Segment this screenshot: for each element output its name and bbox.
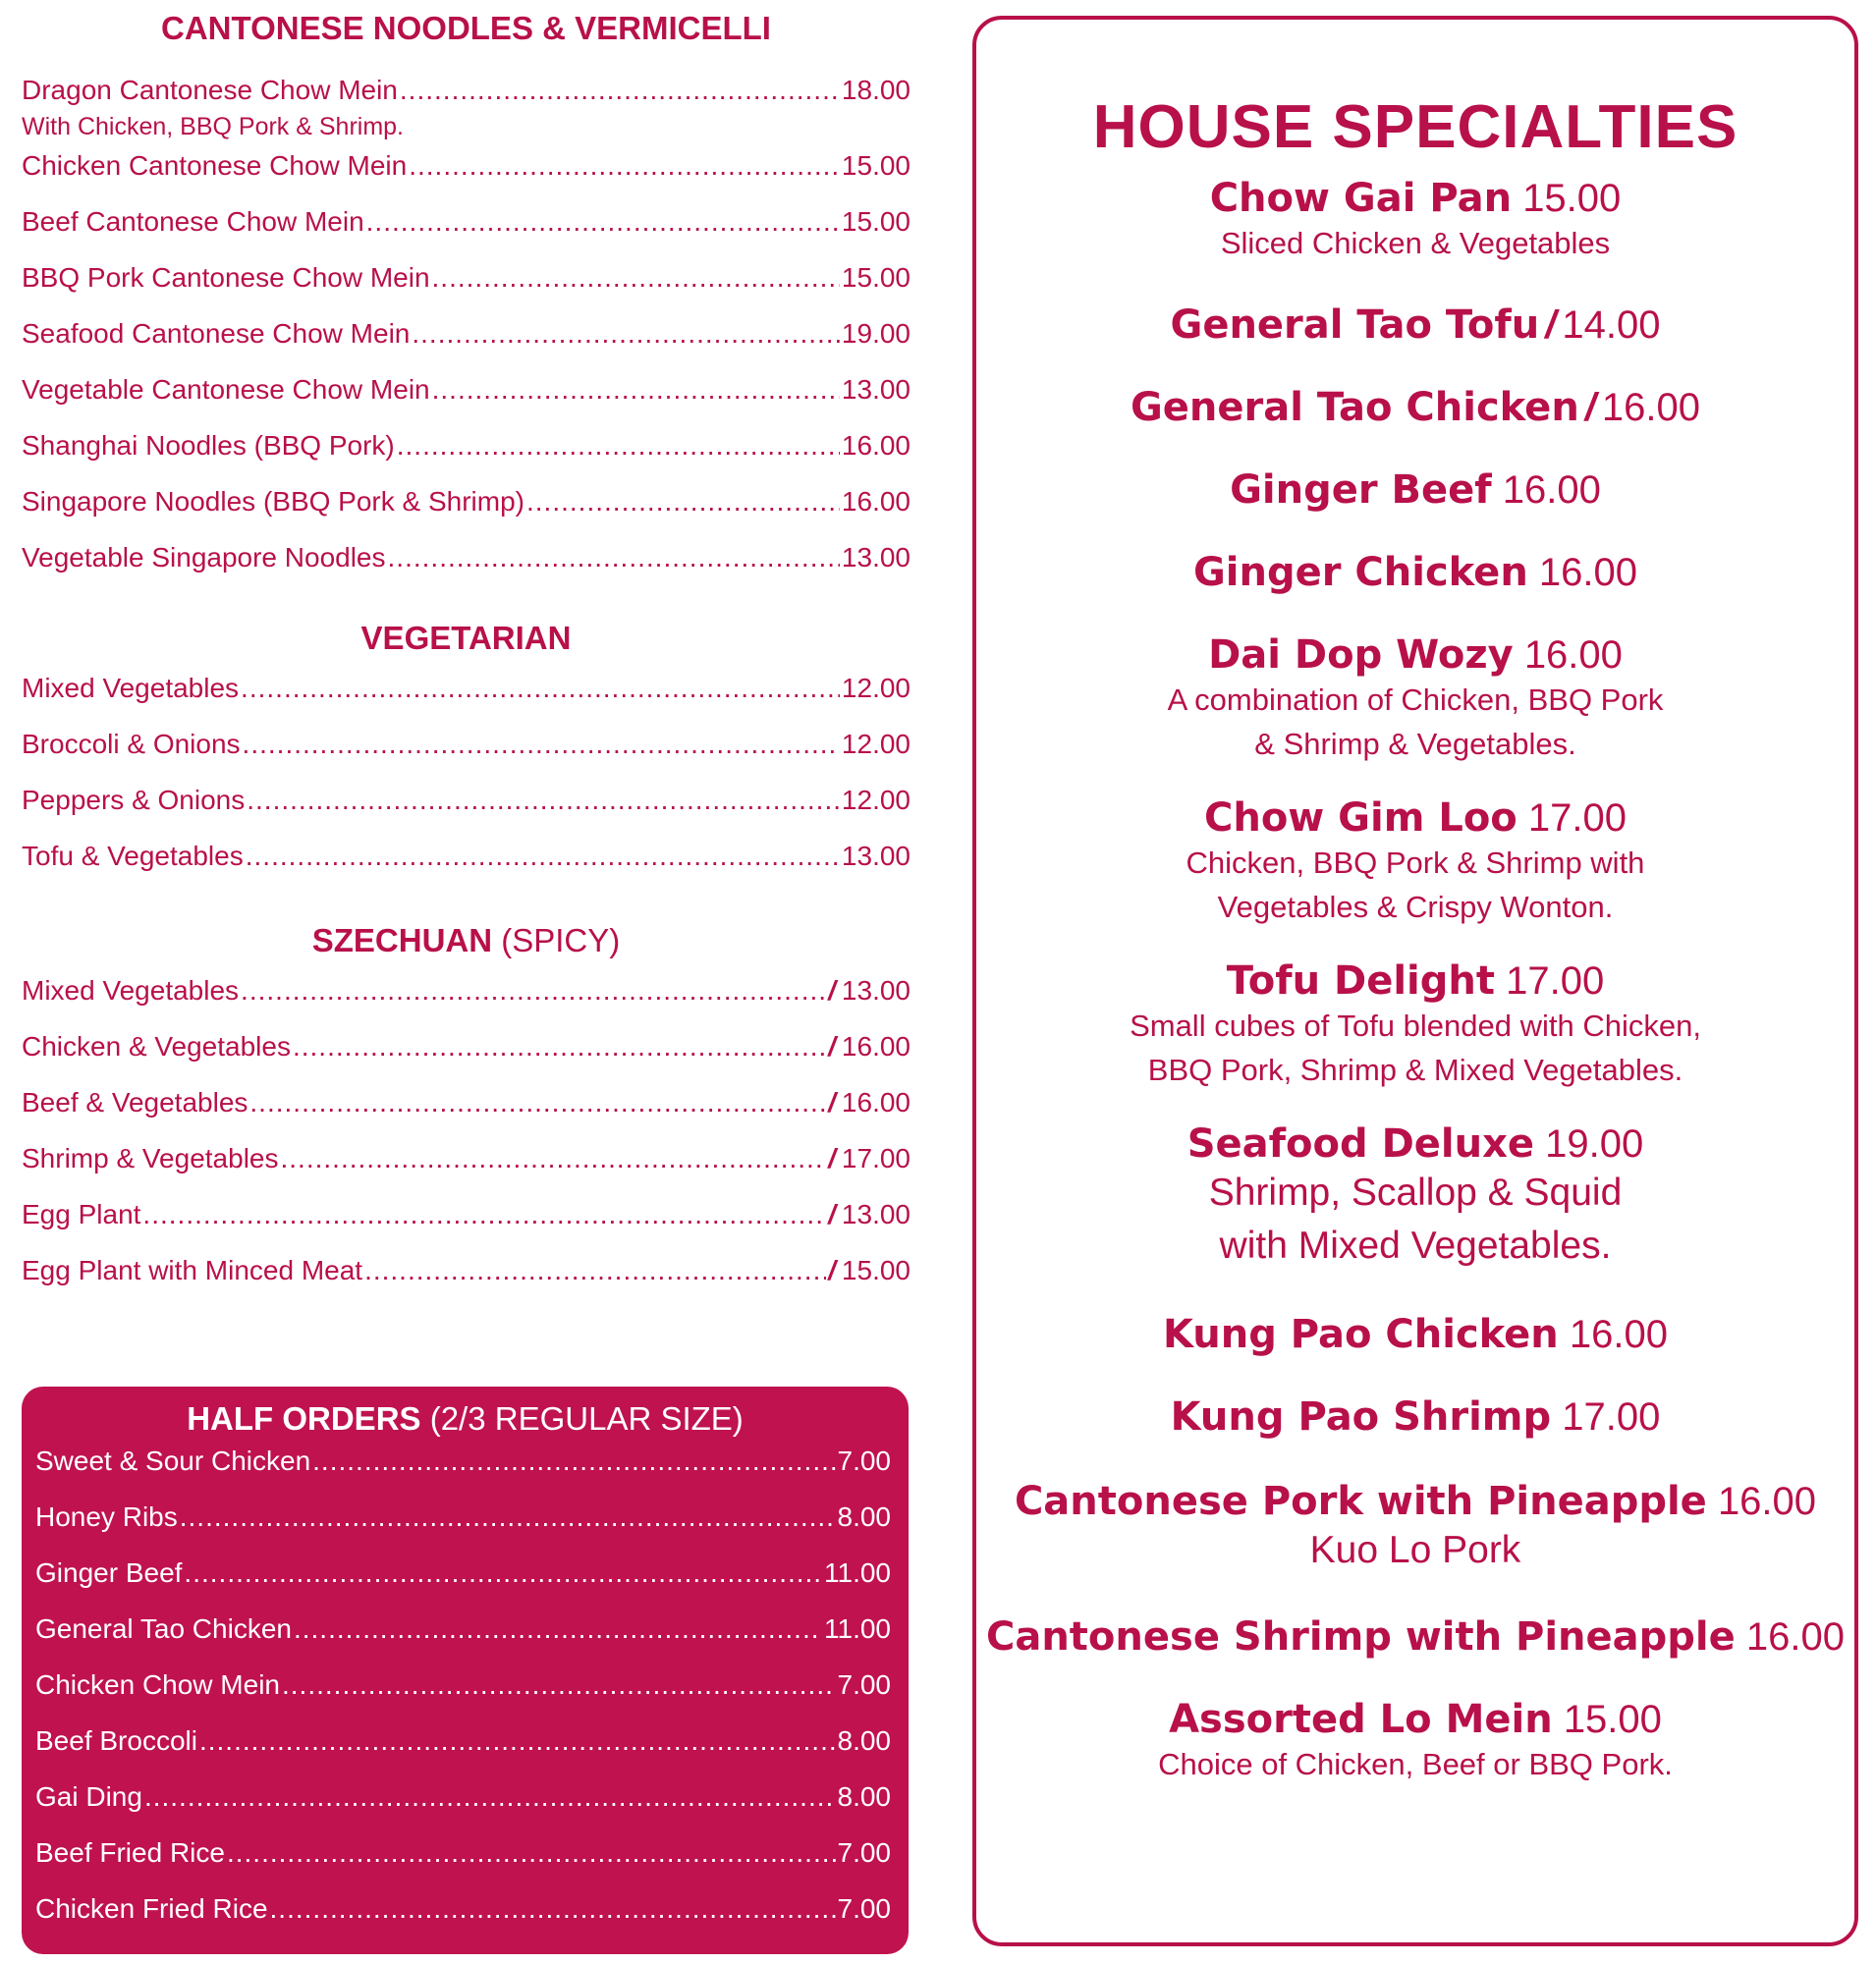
half-orders-box	[22, 1387, 909, 1954]
menu-item	[22, 1255, 910, 1311]
dot-leader	[281, 1143, 827, 1174]
specialty-heading	[976, 958, 1854, 1004]
specialty-item	[976, 1614, 1854, 1660]
half-orders-title-main: HALF ORDERS	[187, 1400, 421, 1437]
specialty-item	[976, 467, 1854, 513]
menu-item	[22, 729, 910, 785]
dot-leader	[312, 1446, 835, 1477]
menu-item-price: 12.00	[841, 729, 910, 759]
specialty-heading	[976, 632, 1854, 678]
menu-item-price: 15.00	[841, 262, 910, 293]
left-column	[22, 0, 910, 1311]
dot-leader	[270, 1893, 836, 1925]
dot-leader	[388, 542, 840, 573]
specialty-price: 16.00	[1538, 551, 1638, 594]
specialty-item	[976, 1121, 1854, 1273]
menu-item-price: 11.00	[824, 1557, 891, 1588]
menu-item	[35, 1613, 891, 1669]
specialty-price: 16.00	[1569, 1313, 1669, 1356]
vegetarian-list	[22, 673, 910, 897]
menu-item-price: 13.00	[841, 975, 910, 1006]
szechuan-title-main: SZECHUAN	[311, 922, 493, 958]
menu-item	[35, 1725, 891, 1781]
specialty-description: Small cubes of Tofu blended with Chicken,	[1130, 1009, 1701, 1043]
specialty-item	[976, 385, 1854, 430]
specialty-name: General Tao Tofu	[1170, 302, 1540, 348]
dot-leader	[184, 1557, 822, 1589]
specialty-heading	[976, 1394, 1854, 1440]
half-orders-title	[22, 1400, 909, 1438]
menu-item-name: Beef & Vegetables	[22, 1087, 248, 1118]
specialty-heading	[976, 1121, 1854, 1167]
specialty-price: 17.00	[1527, 796, 1628, 840]
menu-item-name: Honey Ribs	[35, 1501, 178, 1532]
menu-item-name: Gai Ding	[35, 1781, 142, 1812]
cantonese-list	[22, 75, 910, 598]
menu-item-price: 13.00	[841, 1199, 910, 1229]
menu-item	[22, 374, 910, 430]
specialty-name: Dai Dop Wozy	[1208, 632, 1514, 678]
dot-leader	[249, 1087, 826, 1118]
menu-item-name: Mixed Vegetables	[22, 673, 240, 703]
specialty-price: 14.00	[1562, 303, 1661, 347]
specialty-item	[976, 1312, 1854, 1357]
specialty-price: 15.00	[1522, 177, 1622, 220]
specialty-description: A combination of Chicken, BBQ Pork	[1167, 682, 1664, 717]
menu-item-price: 13.00	[841, 374, 910, 405]
dot-leader	[432, 374, 840, 406]
specialty-price: 17.00	[1562, 1395, 1661, 1439]
menu-item-price: 16.00	[841, 1031, 910, 1062]
menu-item-price: 19.00	[841, 318, 910, 349]
menu-item-name: Egg Plant with Minced Meat	[22, 1255, 363, 1285]
specialty-name: Chow Gim Loo	[1203, 795, 1517, 841]
chili-pepper-icon: /	[828, 1031, 836, 1062]
specialty-description: with Mixed Vegetables.	[1219, 1225, 1612, 1267]
specialty-item	[976, 1479, 1854, 1577]
menu-item-price: 12.00	[841, 673, 910, 703]
menu-item	[35, 1837, 891, 1893]
specialty-item	[976, 176, 1854, 265]
dot-leader	[180, 1501, 836, 1533]
menu-item-name: Beef Fried Rice	[35, 1837, 225, 1868]
menu-item-name: Egg Plant	[22, 1199, 141, 1229]
menu-item-price: 12.00	[841, 785, 910, 815]
chili-pepper-icon: /	[1584, 386, 1596, 429]
vegetarian-title: VEGETARIAN	[360, 620, 572, 656]
menu-item-note: With Chicken, BBQ Pork & Shrimp.	[22, 113, 405, 140]
menu-item-price: 11.00	[824, 1613, 891, 1644]
house-specialties-title: HOUSE SPECIALTIES	[1092, 93, 1738, 161]
specialty-name: Kung Pao Chicken	[1162, 1312, 1559, 1357]
specialty-name: Kung Pao Shrimp	[1170, 1394, 1552, 1440]
specialty-name: Assorted Lo Mein	[1169, 1697, 1553, 1742]
specialty-heading	[976, 467, 1854, 513]
menu-item-price: 18.00	[841, 75, 910, 105]
dot-leader	[246, 841, 840, 872]
menu-item-price: 7.00	[837, 1669, 891, 1700]
menu-item	[22, 1031, 910, 1087]
menu-item	[35, 1501, 891, 1557]
chili-pepper-icon: /	[1545, 303, 1557, 347]
specialty-item	[976, 795, 1854, 929]
dot-leader	[247, 785, 840, 816]
menu-item-name: Chicken & Vegetables	[22, 1031, 291, 1062]
szechuan-title-sub: (SPICY)	[501, 922, 621, 958]
specialty-heading	[976, 1614, 1854, 1660]
menu-item	[22, 318, 910, 374]
specialty-name: Ginger Beef	[1230, 467, 1492, 513]
menu-item	[22, 206, 910, 262]
dot-leader	[397, 430, 840, 462]
dot-leader	[243, 729, 840, 760]
menu-item-price: 8.00	[837, 1725, 891, 1756]
menu-item-price: 15.00	[841, 1255, 910, 1285]
menu-item-name: Beef Broccoli	[35, 1725, 197, 1756]
menu-item	[22, 1199, 910, 1255]
menu-item	[22, 1087, 910, 1143]
dot-leader	[294, 1613, 822, 1645]
menu-item-name: Beef Cantonese Chow Mein	[22, 206, 364, 237]
menu-item-name: Ginger Beef	[35, 1557, 183, 1588]
half-orders-list	[22, 1446, 909, 1949]
menu-item-price: 16.00	[841, 486, 910, 517]
menu-item-price: 13.00	[841, 841, 910, 871]
specialty-item	[976, 1394, 1854, 1440]
specialty-price: 16.00	[1717, 1480, 1817, 1523]
menu-item-name: Chicken Cantonese Chow Mein	[22, 150, 408, 181]
menu-item	[22, 975, 910, 1031]
dot-leader	[409, 150, 840, 182]
menu-item	[35, 1446, 891, 1501]
menu-item	[22, 785, 910, 841]
half-orders-title-sub: (2/3 REGULAR SIZE)	[429, 1400, 744, 1437]
menu-item	[22, 430, 910, 486]
specialty-item	[976, 1697, 1854, 1786]
specialty-price: 16.00	[1601, 386, 1701, 429]
specialty-name: Ginger Chicken	[1192, 550, 1528, 595]
menu-item-name: Dragon Cantonese Chow Mein	[22, 75, 398, 105]
menu-item-name: Singapore Noodles (BBQ Pork & Shrimp)	[22, 486, 524, 517]
dot-leader	[142, 1199, 826, 1230]
menu-item-name: Broccoli & Onions	[22, 729, 241, 759]
menu-item	[35, 1557, 891, 1613]
specialty-item	[976, 550, 1854, 595]
menu-item-price: 7.00	[837, 1893, 891, 1924]
specialty-name: General Tao Chicken	[1130, 385, 1579, 430]
menu-item-name: Shrimp & Vegetables	[22, 1143, 279, 1173]
dot-leader	[366, 206, 840, 238]
specialty-heading	[976, 176, 1854, 221]
specialty-item	[976, 632, 1854, 766]
menu-item-name: Vegetable Singapore Noodles	[22, 542, 386, 573]
dot-leader	[227, 1837, 836, 1869]
specialty-description: Sliced Chicken & Vegetables	[1220, 226, 1611, 260]
menu-item	[22, 673, 910, 729]
specialty-description: BBQ Pork, Shrimp & Mixed Vegetables.	[1147, 1053, 1683, 1087]
specialty-description: Choice of Chicken, Beef or BBQ Pork.	[1158, 1747, 1673, 1781]
specialty-name: Cantonese Shrimp with Pineapple	[985, 1614, 1736, 1660]
specialty-price: 15.00	[1563, 1698, 1662, 1741]
specialty-price: 16.00	[1502, 468, 1601, 512]
specialty-name: Cantonese Pork with Pineapple	[1014, 1479, 1707, 1524]
menu-item-price: 16.00	[841, 1087, 910, 1118]
menu-item-name: Vegetable Cantonese Chow Mein	[22, 374, 430, 405]
specialty-price: 19.00	[1545, 1122, 1644, 1166]
menu-item-name: Sweet & Sour Chicken	[35, 1446, 311, 1476]
dot-leader	[432, 262, 840, 294]
dot-leader	[293, 1031, 826, 1063]
specialty-item	[976, 302, 1854, 348]
chili-pepper-icon: /	[828, 1255, 836, 1285]
specialty-description: Shrimp, Scallop & Squid	[1208, 1172, 1623, 1214]
house-specialties-list	[976, 176, 1854, 1786]
specialty-price: 16.00	[1745, 1615, 1845, 1659]
menu-item-price: 17.00	[841, 1143, 910, 1173]
menu-item	[22, 150, 910, 206]
szechuan-list	[22, 975, 910, 1311]
specialty-name: Chow Gai Pan	[1209, 176, 1513, 221]
specialty-heading	[976, 1697, 1854, 1742]
menu-item-price: 7.00	[837, 1837, 891, 1868]
menu-item	[22, 486, 910, 542]
menu-item	[35, 1669, 891, 1725]
menu-item-price: 15.00	[841, 150, 910, 181]
menu-item-name: Mixed Vegetables	[22, 975, 240, 1006]
menu-item-price: 13.00	[841, 542, 910, 573]
dot-leader	[282, 1669, 836, 1701]
menu-item-name: General Tao Chicken	[35, 1613, 292, 1644]
specialty-name: Seafood Deluxe	[1186, 1121, 1535, 1167]
menu-item-name: BBQ Pork Cantonese Chow Mein	[22, 262, 430, 293]
specialty-description: Vegetables & Crispy Wonton.	[1217, 890, 1614, 924]
dot-leader	[364, 1255, 826, 1286]
specialty-heading	[976, 1312, 1854, 1357]
cantonese-title: CANTONESE NOODLES & VERMICELLI	[161, 10, 771, 46]
specialty-name: Tofu Delight	[1226, 958, 1495, 1004]
dot-leader	[144, 1781, 836, 1813]
specialty-price: 17.00	[1506, 959, 1605, 1003]
menu-item-price: 8.00	[837, 1501, 891, 1532]
specialty-description: Chicken, BBQ Pork & Shrimp with	[1186, 846, 1645, 880]
menu-item-name: Shanghai Noodles (BBQ Pork)	[22, 430, 395, 461]
menu-item-name: Chicken Chow Mein	[35, 1669, 280, 1700]
dot-leader	[199, 1725, 836, 1757]
specialty-heading	[976, 385, 1854, 430]
chili-pepper-icon: /	[828, 975, 836, 1006]
menu-item-name: Chicken Fried Rice	[35, 1893, 268, 1924]
menu-item	[22, 542, 910, 598]
specialty-item	[976, 958, 1854, 1092]
chili-pepper-icon: /	[828, 1087, 836, 1118]
dot-leader	[241, 673, 840, 704]
menu-item	[35, 1781, 891, 1837]
menu-item	[22, 841, 910, 897]
menu-item-price: 8.00	[837, 1781, 891, 1812]
szechuan-title	[22, 922, 910, 959]
menu-item-price: 16.00	[841, 430, 910, 461]
dot-leader	[400, 75, 840, 106]
menu-item	[22, 1143, 910, 1199]
specialty-description: Kuo Lo Pork	[1309, 1529, 1521, 1571]
dot-leader	[241, 975, 826, 1007]
specialty-description: & Shrimp & Vegetables.	[1254, 727, 1576, 761]
specialty-heading	[976, 795, 1854, 841]
specialty-heading	[976, 302, 1854, 348]
specialty-heading	[976, 550, 1854, 595]
dot-leader	[526, 486, 840, 518]
house-specialties-box	[972, 16, 1858, 1946]
specialty-price: 16.00	[1523, 633, 1623, 677]
specialty-heading	[976, 1479, 1854, 1524]
menu-item	[35, 1893, 891, 1949]
chili-pepper-icon: /	[828, 1143, 836, 1173]
menu-item-name: Peppers & Onions	[22, 785, 246, 815]
chili-pepper-icon: /	[828, 1199, 836, 1229]
dot-leader	[412, 318, 840, 350]
menu-item-price: 15.00	[841, 206, 910, 237]
menu-item-name: Tofu & Vegetables	[22, 841, 244, 871]
menu-item-price: 7.00	[837, 1446, 891, 1476]
menu-item	[22, 262, 910, 318]
menu-item-name: Seafood Cantonese Chow Mein	[22, 318, 411, 349]
